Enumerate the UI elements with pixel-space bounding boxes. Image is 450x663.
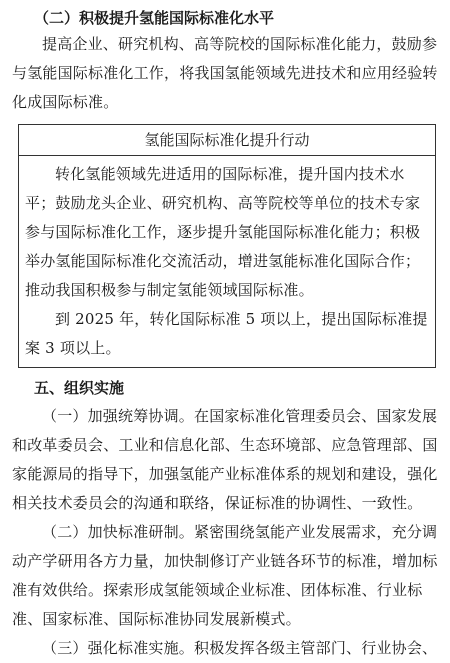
paragraph: 提高企业、研究机构、高等院校的国际标准化能力，鼓励参与氢能国际标准化工作，将我国氢能领域先进技术和应用经验转化成国际标准。: [12, 35, 438, 111]
item-paragraph: [12, 518, 444, 634]
action-box: [18, 124, 436, 368]
box-title: 氢能国际标准化提升行动: [19, 127, 435, 156]
item-paragraph: [12, 634, 444, 663]
item-text: 紧密围绕氢能产业发展需求，充分调动产学研用各方力量，加快制修订产业链各环节的标准，增加标准有效供给。探索形成氢能领域企业标准、团体标准、行业标准、国家标准、国际标准协同发展新模式。: [12, 523, 438, 628]
section-title: 五、组织实施: [34, 379, 125, 397]
box-paragraph: 转化氢能领域先进适用的国际标准，提升国内技术水平；鼓励龙头企业、研究机构、高等院校等单位的技术专家参与国际标准化工作，逐步提升氢能国际标准化能力；积极举办氢能国际标准化交流活动，增进氢能标准化国际合作；推动我国积极参与制定氢能领域国际标准。: [25, 165, 421, 299]
item-text: 积极发挥各级主管部门、行业协会、: [194, 639, 438, 657]
item-lead: （一）加强统筹协调。: [42, 407, 195, 425]
item-paragraph: [12, 402, 444, 518]
item-lead: （二）加快标准研制。: [42, 523, 195, 541]
box-paragraph-target: 到 2025 年，转化国际标准 5 项以上，提出国际标准提案 3 项以上。: [25, 310, 428, 357]
item-lead: （三）强化标准实施。: [42, 639, 195, 657]
subsection-title: （二）积极提升氢能国际标准化水平: [34, 9, 275, 27]
item-text: 在国家标准化管理委员会、国家发展和改革委员会、工业和信息化部、生态环境部、应急管理部、国家能源局的指导下，加强氢能产业标准体系的规划和建设，强化相关技术委员会的沟通和联络，保证标准的协调性、一致性。: [12, 407, 438, 512]
